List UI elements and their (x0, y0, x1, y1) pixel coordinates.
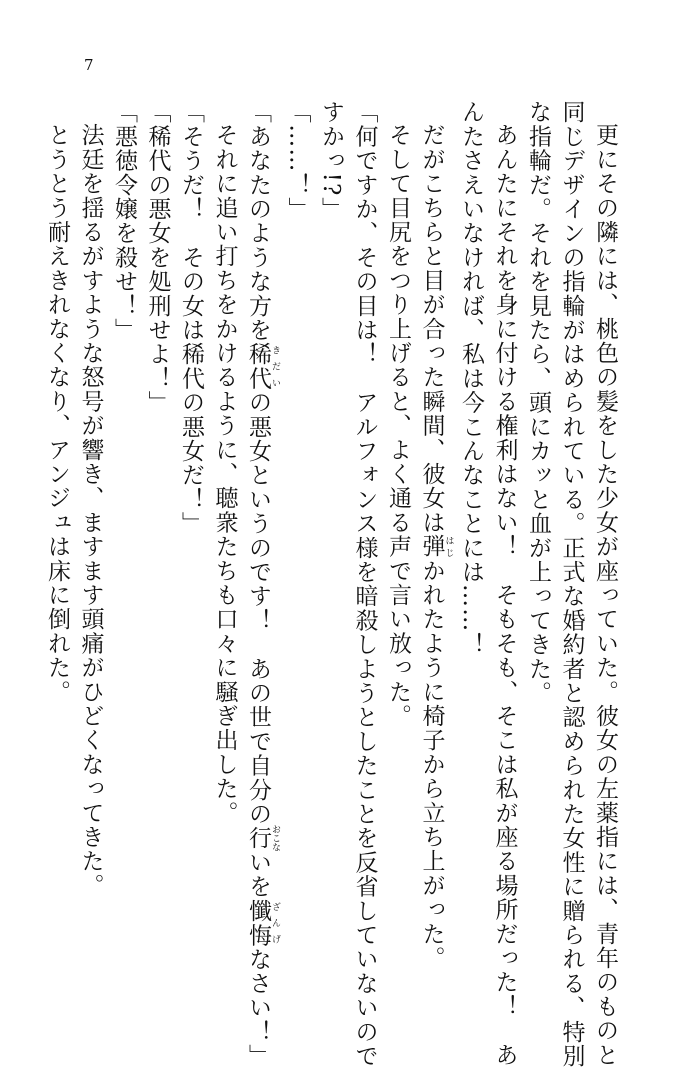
text-line-2: 同じデザインの指輪がはめられている。正式な婚約者と認められた女性に贈られる、特別 (558, 100, 585, 1068)
body-text (40, 100, 622, 1068)
text-line-5: んたさえいなければ、私は今こんなことには……！ (458, 100, 484, 657)
text-line-4: あんたにそれを身に付ける権利はない！ そもそも、そこは私が座る場所だった！ あ (491, 123, 518, 1067)
text-line-15: 「悪徳令嬢を殺せ！」 (111, 100, 137, 342)
furigana: 懺悔 ざんげ (245, 898, 280, 948)
furigana: 行 おこな (245, 824, 280, 852)
text-line-1: 更にその隣には、桃色の髪をした少女が座っていた。彼女の左薬指には、青年のものと (592, 123, 618, 1067)
text-line-12: それに追い打ちをかけるように、聴衆たちも口々に騒ぎ出した。 (211, 123, 238, 825)
furigana: 弾 はじ (418, 534, 454, 559)
text-line-16: 法廷を揺るがすような怒号が響き、ますます頭痛がひどくなってきた。 (77, 123, 104, 898)
page-number: 7 (84, 56, 94, 74)
text-line-7: そして目尻をつり上げると、よく通る声で言い放った。 (385, 123, 411, 728)
text-line-13: 「そうだ！ その女は稀代の悪女だ！」 (178, 100, 204, 536)
text-line-14: 「稀代の悪女を処刑せよ！」 (144, 100, 171, 415)
text-line-11: 「あなたのような方を稀代 きだいの悪女というのです！ あの世で自分の行 おこないを懺悔 ざんげなさい！」 (245, 100, 280, 1068)
text-line-10: 「……！」 (284, 100, 311, 221)
text-line-17: とうとう耐えきれなくなり、アンジュは床に倒れた。 (44, 123, 70, 704)
text-line-6: だがこちらと目が合った瞬間、彼女は弾 はじかれたように椅子から立ち上がった。 (418, 123, 454, 971)
text-line-9: すかっ!?」 (318, 100, 344, 221)
furigana: 稀代 きだい (245, 342, 280, 391)
text-line-8: 「何ですか、その目は！ アルフォンス様を暗殺しようとしたことを反省していないので (351, 100, 378, 1068)
text-line-3: な指輪だ。それを見たら、頭にカッと血が上ってきた。 (525, 100, 551, 705)
